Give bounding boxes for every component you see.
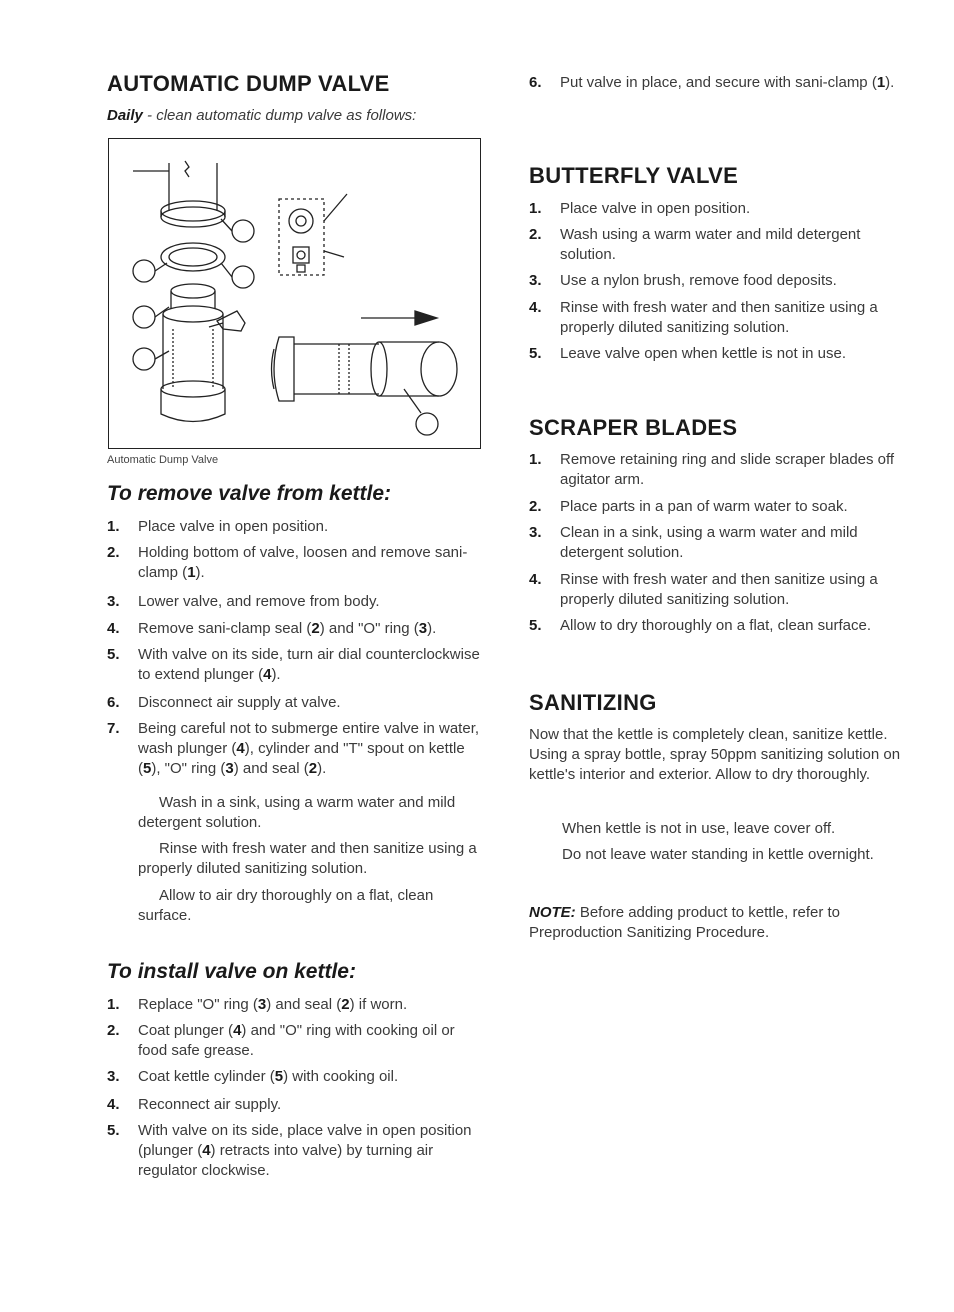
step-number: 3. [107,593,120,610]
step-text: Rinse with fresh water and then sanitize using a properly diluted sanitizing solution. [560,571,878,608]
part-reference-number: 4 [202,1142,211,1159]
daily-intro [107,106,416,126]
figure-caption: Automatic Dump Valve [107,454,219,466]
daily-intro-text: - clean automatic dump valve as follows: [142,107,417,124]
part-reference-number: 5 [274,1068,284,1085]
part-reference-number: 2 [341,996,350,1013]
part-reference-number: 4 [236,740,245,757]
part-reference-number: 4 [233,1022,242,1039]
remove-step-6 [107,693,482,713]
butterfly-step-2 [529,225,904,265]
step-number: 5. [529,345,542,362]
scraper-step-5 [529,616,904,636]
step-number: 3. [529,524,542,541]
remove-step-5 [107,645,482,685]
sanitizing-note-2: Do not leave water standing in kettle overnight. [562,846,874,863]
step-number: 7. [107,720,120,737]
dump-valve-diagram [109,139,480,448]
step-number: 1. [107,518,120,535]
step-text: Wash using a warm water and mild detergent solution. [560,226,861,263]
step-text: Leave valve open when kettle is not in use. [560,345,847,362]
step-number: 4. [107,1096,120,1113]
step-text: Replace "O" ring (3) and seal (2) if worn. [138,996,408,1013]
dump-valve-figure [108,138,481,449]
step-text: Lower valve, and remove from body. [138,593,380,610]
part-reference-number: 2 [308,760,318,777]
step-number: 4. [107,620,120,637]
part-reference-number: 5 [143,760,152,777]
scraper-blades-heading: SCRAPER BLADES [529,415,738,440]
note-text: Before adding product to kettle, refer to Preproduction Sanitizing Procedure. [529,904,840,941]
step-number: 5. [107,646,120,663]
part-reference-number: 3 [225,760,234,777]
step-number: 1. [529,451,542,468]
step-text: Reconnect air supply. [138,1096,282,1113]
scraper-step-1 [529,450,904,490]
remove-note-2: Rinse with fresh water and then sanitize using a properly diluted sanitizing solution. [138,840,477,877]
butterfly-valve-heading: BUTTERFLY VALVE [529,163,739,188]
step-text: Remove retaining ring and slide scraper blades off agitator arm. [560,451,895,488]
butterfly-step-3 [529,271,904,291]
sanitizing-note-1: When kettle is not in use, leave cover off. [562,820,836,837]
part-reference-number: 1 [187,564,196,581]
step-text: Holding bottom of valve, loosen and remove sani-clamp (1). [138,544,468,581]
step-text: Clean in a sink, using a warm water and mild detergent solution. [560,524,858,561]
install-step-2 [107,1021,482,1061]
step-text: Rinse with fresh water and then sanitize using a properly diluted sanitizing solution. [560,299,878,336]
note-label: NOTE: [529,904,576,921]
install-step-4 [107,1095,482,1115]
butterfly-step-4 [529,298,904,338]
step-number: 4. [529,571,542,588]
step-text: Being careful not to submerge entire valve in water, wash plunger (4), cylinder and "T" spout on kettle (5), "O" ring (3) and seal (2). [138,720,480,777]
remove-note-1: Wash in a sink, using a warm water and mild detergent solution. [138,794,456,831]
butterfly-step-1 [529,199,904,219]
step-text: Use a nylon brush, remove food deposits. [560,272,837,289]
step-text: Place parts in a pan of warm water to soak. [560,498,848,515]
step-text: With valve on its side, turn air dial counterclockwise to extend plunger (4). [138,646,480,683]
remove-step-3 [107,592,482,612]
step-number: 5. [529,617,542,634]
part-reference-number: 3 [418,620,428,637]
install-continued-step-1 [529,73,904,93]
step-text: Remove sani-clamp seal (2) and "O" ring (3). [138,620,437,637]
step-number: 4. [529,299,542,316]
step-text: Place valve in open position. [138,518,329,535]
step-text: Place valve in open position. [560,200,751,217]
step-text: With valve on its side, place valve in open position (plunger (4) retracts into valve) by turning air regulator clockwise. [138,1122,472,1179]
step-text: Put valve in place, and secure with sani-clamp (1). [560,74,895,91]
step-number: 6. [107,694,120,711]
remove-valve-heading: To remove valve from kettle: [107,482,391,505]
step-number: 5. [107,1122,120,1139]
step-text: Allow to dry thoroughly on a flat, clean surface. [560,617,872,634]
step-number: 1. [529,200,542,217]
butterfly-step-5 [529,344,904,364]
sanitizing-body: Now that the kettle is completely clean, sanitize kettle. Using a spray bottle, spray 50ppm sanitizing solution on kettle's interior and exterior. Allow to dry thoroughly. [529,726,901,783]
remove-step-4 [107,619,482,639]
step-number: 3. [107,1068,120,1085]
scraper-step-3 [529,523,904,563]
automatic-dump-valve-heading: AUTOMATIC DUMP VALVE [107,71,390,96]
install-valve-heading: To install valve on kettle: [107,960,356,983]
scraper-step-4 [529,570,904,610]
install-step-1 [107,995,482,1015]
step-text: Coat kettle cylinder (5) with cooking oil. [138,1068,399,1085]
install-step-3 [107,1067,482,1087]
remove-step-1 [107,517,482,537]
step-number: 6. [529,74,542,91]
part-reference-number: 3 [257,996,267,1013]
step-number: 2. [529,226,542,243]
step-number: 2. [107,544,120,561]
step-text: Coat plunger (4) and "O" ring with cooking oil or food safe grease. [138,1022,455,1059]
scraper-step-2 [529,497,904,517]
step-text: Disconnect air supply at valve. [138,694,341,711]
note-paragraph [529,903,904,943]
daily-label: Daily [107,107,143,124]
step-number: 1. [107,996,120,1013]
step-number: 3. [529,272,542,289]
remove-step-7 [107,719,482,779]
sanitizing-heading: SANITIZING [529,690,657,715]
part-reference-number: 2 [311,620,320,637]
remove-note-3: Allow to air dry thoroughly on a flat, clean surface. [138,887,434,924]
step-number: 2. [107,1022,120,1039]
step-number: 2. [529,498,542,515]
part-reference-number: 4 [263,666,272,683]
install-step-5 [107,1121,482,1181]
remove-step-2 [107,543,482,583]
part-reference-number: 1 [876,74,886,91]
